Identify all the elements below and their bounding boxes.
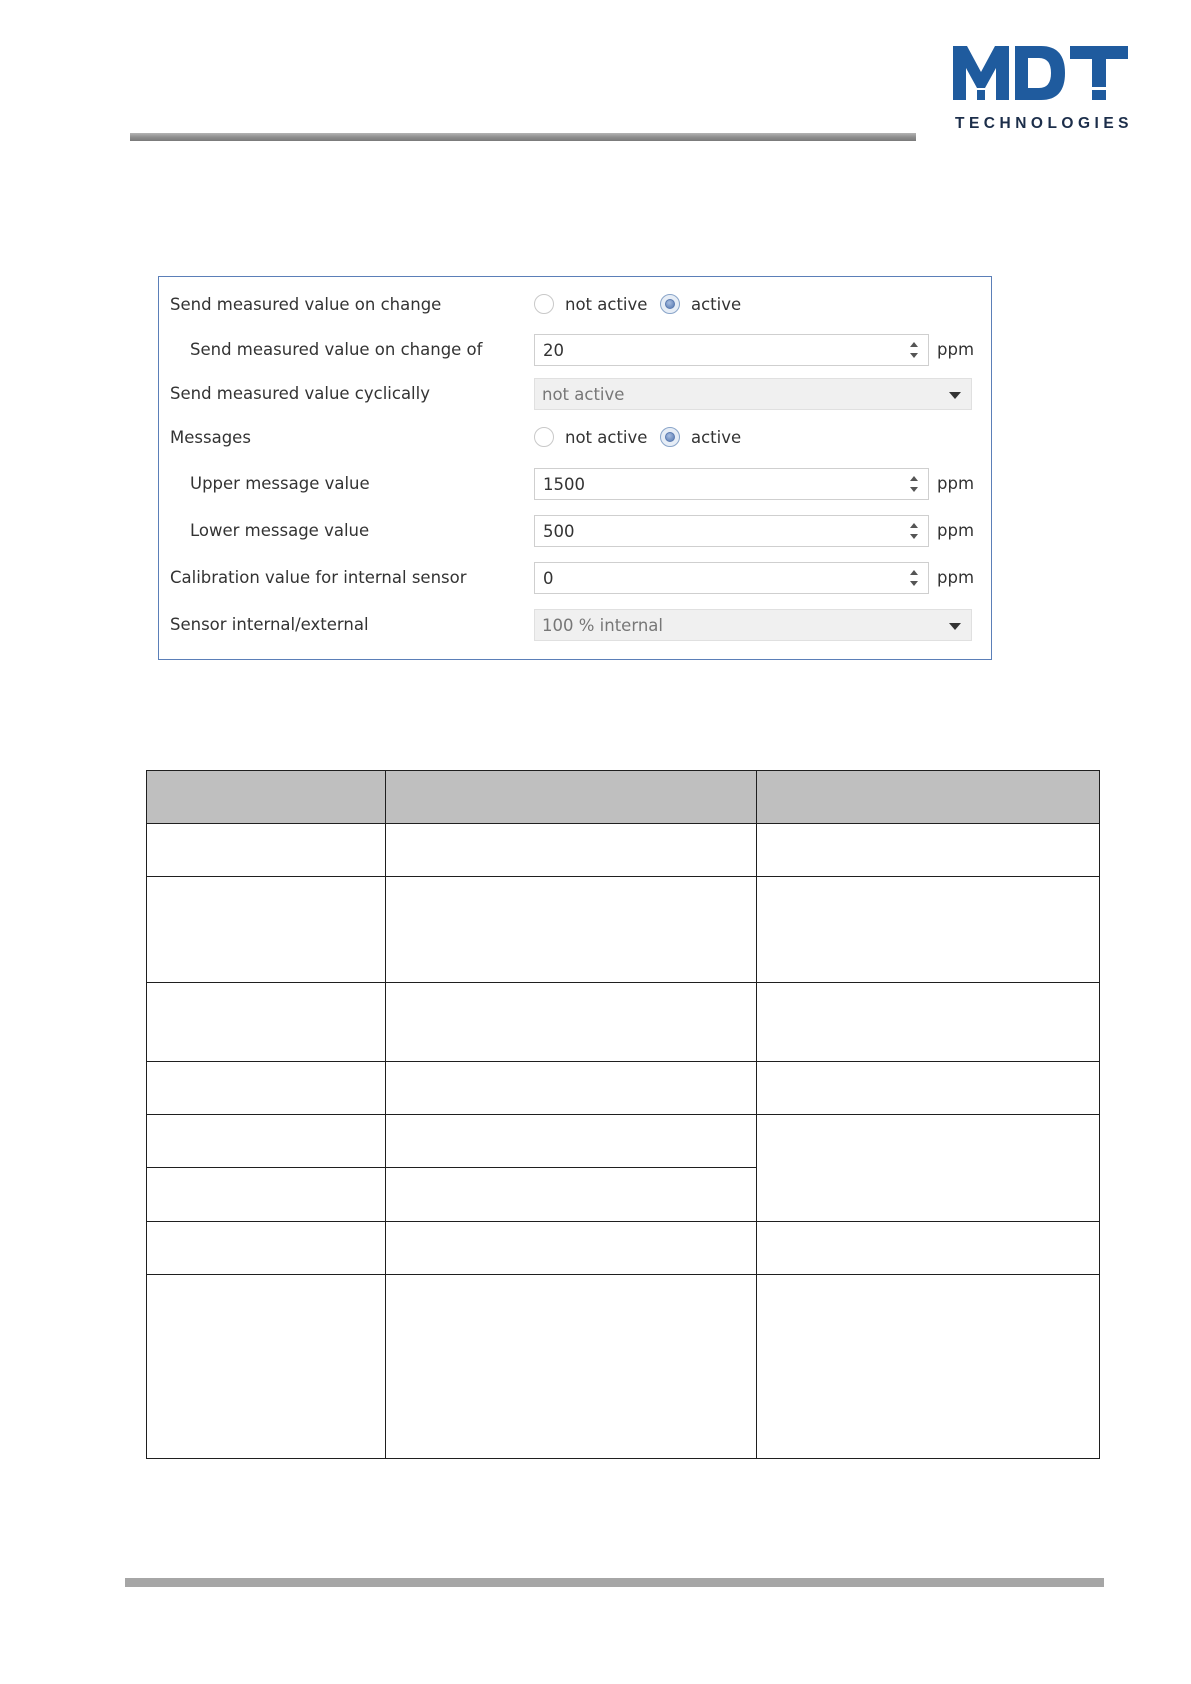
parameter-table (146, 770, 1100, 1459)
label-upper-value: Upper message value (190, 474, 370, 493)
spin-arrows-icon[interactable] (908, 566, 920, 590)
table-cell (147, 824, 386, 877)
chevron-down-icon (949, 392, 961, 399)
label-calibration: Calibration value for internal sensor (170, 568, 467, 587)
stepper-value: 1500 (543, 475, 585, 494)
unit-label: ppm (937, 568, 975, 587)
table-cell (147, 1275, 386, 1459)
upper-value-stepper[interactable] (534, 468, 929, 500)
table-cell (386, 877, 757, 983)
parameter-panel (158, 276, 992, 660)
radio-circle (534, 427, 554, 447)
radio-label: not active (565, 428, 648, 447)
label-send-on-change: Send measured value on change (170, 295, 442, 314)
table-row (147, 877, 1100, 983)
spin-arrows-icon[interactable] (908, 338, 920, 362)
radio-label: not active (565, 295, 648, 314)
sensor-select[interactable] (534, 609, 972, 641)
label-lower-value: Lower message value (190, 521, 370, 540)
table-cell (757, 877, 1100, 983)
table-header-cell (147, 771, 386, 824)
mdt-logo (953, 44, 1134, 136)
table-cell (147, 1222, 386, 1275)
radio-circle-selected (660, 294, 680, 314)
table-header-cell (386, 771, 757, 824)
table-cell (147, 1115, 386, 1168)
row-lower-value (159, 513, 991, 549)
unit-label: ppm (937, 521, 975, 540)
table-cell (386, 1115, 757, 1168)
unit-label: ppm (937, 474, 975, 493)
table-cell (386, 1222, 757, 1275)
label-messages: Messages (170, 428, 251, 447)
select-value: not active (542, 385, 625, 404)
radio-label: active (691, 428, 742, 447)
table-row (147, 1115, 1100, 1168)
footer-rule (125, 1578, 1104, 1587)
table-cell (757, 1062, 1100, 1115)
table-cell (757, 824, 1100, 877)
label-sensor: Sensor internal/external (170, 615, 369, 634)
table-row (147, 1275, 1100, 1459)
table-cell (386, 1275, 757, 1459)
table-cell (386, 824, 757, 877)
header-rule (130, 133, 916, 141)
row-upper-value (159, 466, 991, 502)
unit-label: ppm (937, 340, 975, 359)
table-row (147, 983, 1100, 1062)
stepper-value: 20 (543, 341, 564, 360)
table-cell (757, 983, 1100, 1062)
chevron-down-icon (949, 623, 961, 630)
table-cell (386, 1168, 757, 1222)
table-cell (147, 877, 386, 983)
stepper-value: 0 (543, 569, 554, 588)
radio-label: active (691, 295, 742, 314)
radio-circle-selected (660, 427, 680, 447)
row-calibration (159, 560, 991, 596)
row-send-on-change (159, 287, 991, 323)
table-cell (757, 1275, 1100, 1459)
mdt-logo-icon (953, 44, 1128, 102)
label-cyclic: Send measured value cyclically (170, 384, 430, 403)
table-cell (386, 983, 757, 1062)
table-header-cell (757, 771, 1100, 824)
row-cyclic (159, 376, 991, 412)
select-value: 100 % internal (542, 616, 663, 635)
label-change-of: Send measured value on change of (190, 340, 483, 359)
table-header-row (147, 771, 1100, 824)
radio-circle (534, 294, 554, 314)
table-cell (386, 1062, 757, 1115)
stepper-value: 500 (543, 522, 575, 541)
lower-value-stepper[interactable] (534, 515, 929, 547)
row-sensor (159, 607, 991, 643)
table-cell (147, 1062, 386, 1115)
cyclic-select[interactable] (534, 378, 972, 410)
calibration-stepper[interactable] (534, 562, 929, 594)
table-row (147, 1222, 1100, 1275)
change-of-stepper[interactable] (534, 334, 929, 366)
table-row (147, 1062, 1100, 1115)
logo-tagline: TECHNOLOGIES (955, 115, 1134, 132)
spin-arrows-icon[interactable] (908, 472, 920, 496)
table-cell (147, 983, 386, 1062)
spin-arrows-icon[interactable] (908, 519, 920, 543)
row-messages (159, 420, 991, 456)
table-cell (757, 1222, 1100, 1275)
table-row (147, 824, 1100, 877)
row-change-of (159, 332, 991, 368)
table-cell-merged (757, 1115, 1100, 1222)
table-cell (147, 1168, 386, 1222)
